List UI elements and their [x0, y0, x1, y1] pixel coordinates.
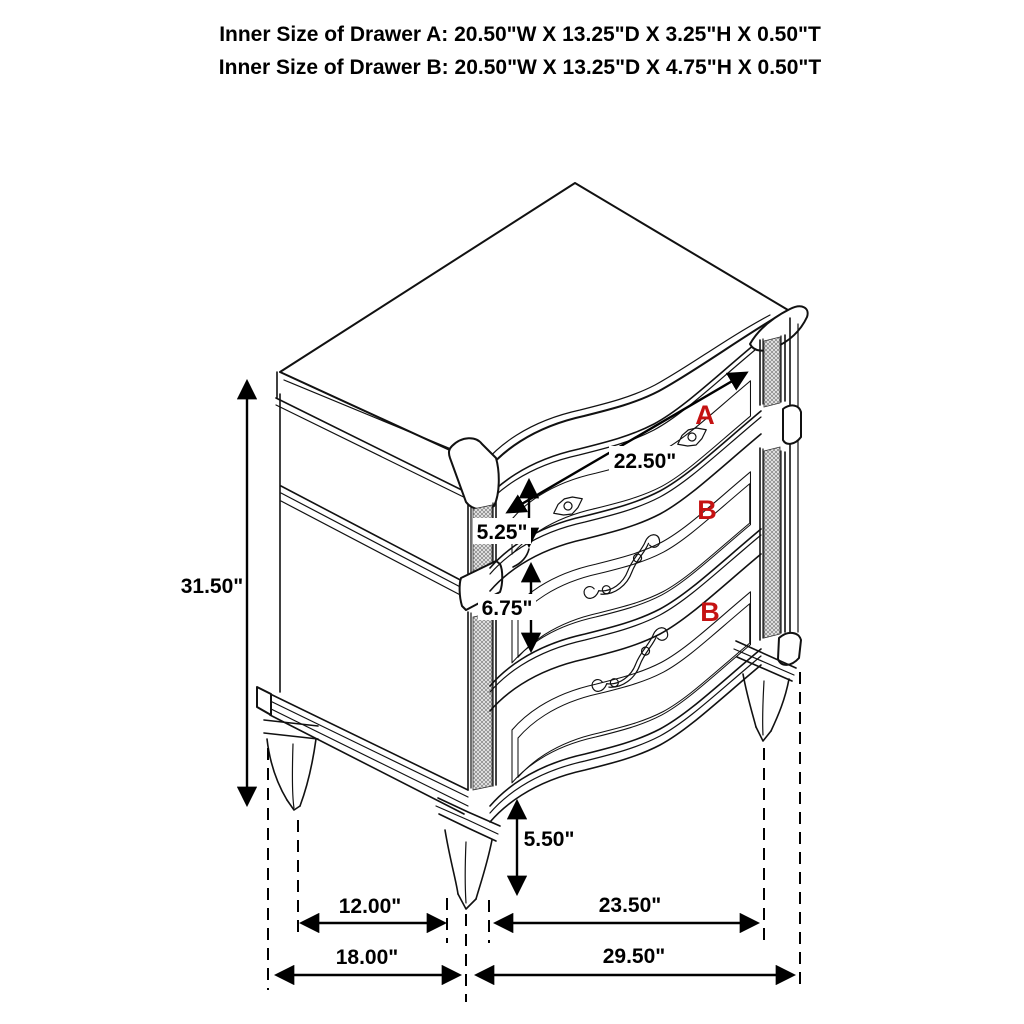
overall-depth-label: 18.00"	[335, 946, 399, 969]
dimension-overall-width	[477, 945, 793, 975]
dimension-overall-depth	[277, 946, 459, 975]
nightstand	[257, 183, 808, 909]
drawer-a-label: A	[695, 400, 715, 430]
dimension-leg-spacing-depth	[302, 895, 444, 923]
mesh-inlay-strip	[473, 613, 492, 790]
top-panel	[276, 183, 808, 509]
left-side-panel	[257, 394, 468, 814]
dimension-leg-height	[517, 802, 578, 893]
leg-spacing-depth-label: 12.00"	[338, 895, 402, 918]
drawer-b-middle-label: B	[697, 495, 717, 525]
drawer-b-height-label: 6.75"	[481, 597, 533, 620]
back-left-leg	[264, 720, 318, 810]
drawer-front-width-label: 22.50"	[613, 450, 677, 473]
overall-width-label: 29.50"	[602, 945, 666, 968]
mesh-inlay-strip	[764, 337, 780, 407]
front-left-leg	[436, 798, 500, 909]
front-left-pilaster	[460, 502, 503, 790]
dimension-leg-spacing-width	[496, 894, 757, 923]
header	[219, 23, 822, 79]
header-line-1: Inner Size of Drawer A: 20.50"W X 13.25"D X 3.25"H X 0.50"T	[219, 23, 821, 46]
mid-rail-right-flare	[783, 405, 801, 443]
overall-height-label: 31.50"	[180, 575, 244, 598]
drawer-b-bottom-label: B	[700, 597, 720, 627]
base-right-flare	[778, 633, 801, 665]
leg-height-label: 5.50"	[523, 828, 575, 851]
dimension-overall-height	[181, 382, 247, 804]
mesh-inlay-strip	[764, 447, 780, 638]
front-right-pilaster	[760, 318, 801, 665]
drawer-a-height-label: 5.25"	[476, 521, 528, 544]
header-line-2: Inner Size of Drawer B: 20.50"W X 13.25"D X 4.75"H X 0.50"T	[218, 56, 822, 79]
leg-spacing-width-label: 23.50"	[598, 894, 662, 917]
